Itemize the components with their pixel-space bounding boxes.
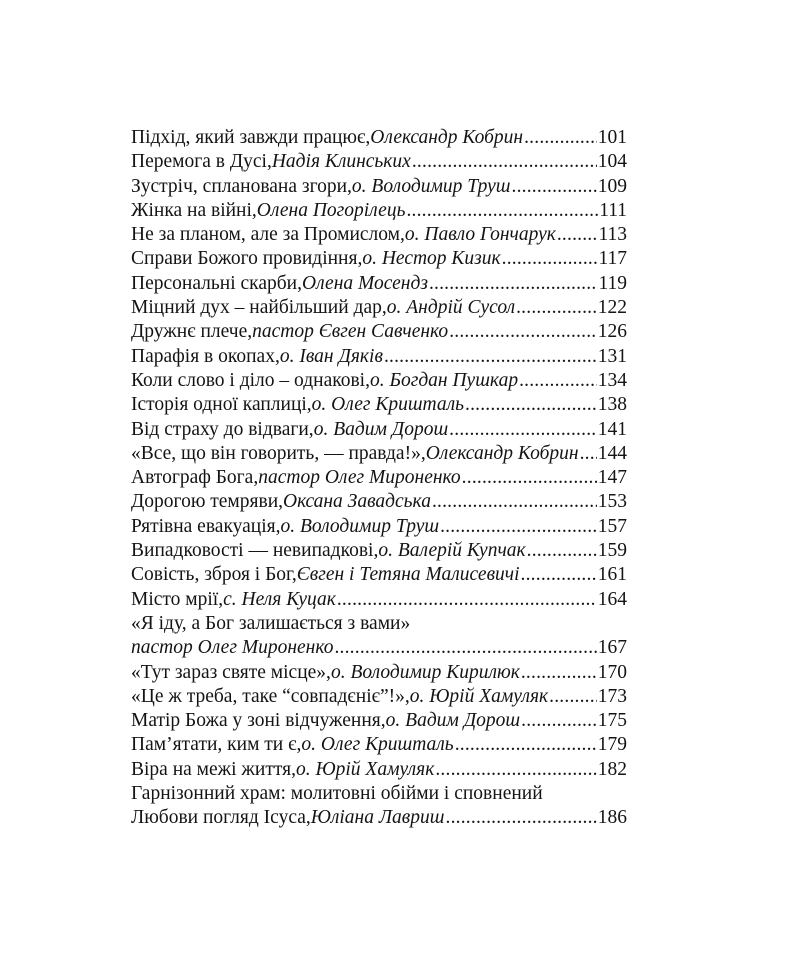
toc-entry-page-number: 161 — [597, 564, 627, 586]
toc-entry-title: «Я іду, а Бог залишається з вами» — [131, 612, 411, 634]
toc-entry — [131, 806, 627, 830]
toc-entry-author: о. Нестор Кизик — [362, 248, 501, 270]
toc-entry-author: о. Андрій Сусол — [386, 297, 516, 319]
toc-entry-author: с. Неля Куцак — [223, 588, 336, 610]
toc-entry-title: Парафія в окопах, — [131, 345, 280, 367]
toc-entry-title: Перемога в Дусі, — [131, 151, 272, 173]
dot-leader — [334, 636, 596, 660]
toc-entry-page-number: 170 — [597, 661, 627, 683]
toc-entry-title-line — [131, 612, 627, 636]
toc-entry-author: о. Олег Кришталь — [311, 394, 464, 416]
toc-entry-author: о. Іван Дяків — [279, 345, 383, 367]
toc-entry-author: о. Богдан Пушкар — [369, 369, 519, 391]
dot-leader — [455, 733, 597, 757]
toc-entry-page-number: 138 — [597, 394, 627, 416]
toc-entry-page-number: 157 — [597, 515, 627, 537]
dot-leader — [465, 393, 597, 417]
toc-entry-page-number: 113 — [598, 224, 627, 246]
toc-entry-title: Матір Божа у зоні відчуження, — [131, 710, 386, 732]
toc-entry — [131, 345, 627, 369]
toc-entry-author: о. Вадим Дорош — [385, 710, 521, 732]
toc-entry-author: о. Юрій Хамуляк — [295, 758, 435, 780]
toc-entry-page-number: 175 — [597, 710, 627, 732]
toc-entry-title: Дорогою темряви, — [131, 491, 284, 513]
toc-entry-author: Оксана Завадська — [283, 491, 431, 513]
toc-entry — [131, 661, 627, 685]
toc-entry-title: «Це ж треба, таке “совпадєніє”!», — [131, 685, 410, 707]
toc-entry-page-number: 182 — [597, 758, 627, 780]
toc-entry-author: пастор Євген Савченко — [252, 321, 449, 343]
toc-entry-title: Персональні скарби, — [131, 272, 302, 294]
dot-leader — [502, 247, 598, 271]
dot-leader — [519, 369, 597, 393]
toc-entry-page-number: 126 — [597, 321, 627, 343]
dot-leader — [337, 588, 597, 612]
dot-leader — [432, 490, 597, 514]
dot-leader — [524, 126, 597, 150]
toc-entry-page-number: 109 — [597, 175, 627, 197]
toc-entry-title: Автограф Бога, — [131, 467, 259, 489]
toc-entry — [131, 490, 627, 514]
toc-entry-title: Випадковості — невипадкові, — [131, 540, 379, 562]
toc-entry — [131, 588, 627, 612]
toc-entry-author: о. Павло Гончарук — [404, 224, 556, 246]
toc-entry — [131, 296, 627, 320]
toc-entry-title: «Тут зараз святе місце», — [131, 661, 331, 683]
toc-entry-page-number: 173 — [597, 685, 627, 707]
toc-entry — [131, 418, 627, 442]
dot-leader — [429, 272, 598, 296]
toc-entry-page-number: 153 — [597, 491, 627, 513]
toc-entry-page-number: 101 — [597, 127, 627, 148]
dot-leader — [446, 806, 597, 830]
dot-leader — [412, 150, 597, 174]
dot-leader — [549, 685, 597, 709]
toc-entry-title: Справи Божого провидіння, — [131, 248, 363, 270]
toc-entry-page-number: 111 — [599, 199, 627, 221]
table-of-contents — [131, 126, 627, 831]
toc-entry-title: Від страху до відваги, — [131, 418, 314, 440]
toc-entry — [131, 539, 627, 563]
toc-entry-title: Підхід, який завжди працює, — [131, 127, 371, 148]
toc-entry — [131, 466, 627, 490]
toc-entry — [131, 733, 627, 757]
dot-leader — [521, 709, 597, 733]
toc-entry-title: Не за планом, але за Промислом, — [131, 224, 405, 246]
toc-entry — [131, 758, 627, 782]
toc-entry-author: о. Володимир Труш — [280, 515, 440, 537]
toc-entry-page-number: 134 — [597, 369, 627, 391]
toc-entry — [131, 223, 627, 247]
toc-entry — [131, 369, 627, 393]
toc-entry-author: Юліана Лавриш — [310, 807, 445, 829]
dot-leader — [521, 661, 597, 685]
toc-entry — [131, 563, 627, 587]
toc-entry-title: Місто мрії, — [131, 588, 224, 610]
toc-entry-page-number: 186 — [597, 807, 627, 829]
toc-entry-author: пастор Олег Мироненко — [131, 637, 334, 659]
toc-entry-author: о. Олег Кришталь — [301, 734, 454, 756]
toc-entry-page-number: 122 — [597, 297, 627, 319]
dot-leader — [449, 320, 597, 344]
toc-entry-page-number: 159 — [597, 540, 627, 562]
toc-entry-page-number: 179 — [597, 734, 627, 756]
toc-entry-title: Любови погляд Ісуса, — [131, 807, 311, 829]
toc-entry-title: Совість, зброя і Бог, — [131, 564, 297, 586]
toc-entry-title: Історія одної каплиці, — [131, 394, 312, 416]
toc-entry-title: Дружнє плече, — [131, 321, 253, 343]
toc-entry-title: Віра на межі життя, — [131, 758, 296, 780]
toc-entry-title: Зустріч, спланована згори, — [131, 175, 352, 197]
toc-entry-title: Коли слово і діло – однакові, — [131, 369, 370, 391]
toc-entry-title: Рятівна евакуація, — [131, 515, 281, 537]
dot-leader — [406, 199, 598, 223]
dot-leader — [557, 223, 598, 247]
toc-entry — [131, 442, 627, 466]
toc-entry — [131, 126, 627, 150]
dot-leader — [435, 758, 596, 782]
toc-entry-author: Євген і Тетяна Малисевичі — [296, 564, 520, 586]
toc-entry-page-number: 147 — [597, 467, 627, 489]
toc-entry-page-number: 119 — [598, 272, 627, 294]
toc-entry — [131, 247, 627, 271]
toc-entry-page-number: 131 — [597, 345, 627, 367]
dot-leader — [384, 345, 597, 369]
toc-entry-author: Надія Клинських — [271, 151, 411, 173]
toc-entry-author: о. Володимир Труш — [351, 175, 511, 197]
toc-entry — [131, 636, 627, 660]
dot-leader — [521, 563, 597, 587]
toc-entry-page-number: 144 — [597, 442, 627, 464]
dot-leader — [516, 296, 597, 320]
dot-leader — [440, 515, 597, 539]
toc-entry — [131, 685, 627, 709]
toc-entry-title: Міцний дух – найбільший дар, — [131, 297, 387, 319]
toc-entry-title: Гарнізонний храм: молитовні обійми і сповнений — [131, 783, 543, 805]
dot-leader — [580, 442, 597, 466]
toc-entry-page-number: 167 — [597, 637, 627, 659]
toc-entry — [131, 150, 627, 174]
toc-entry-page-number: 141 — [597, 418, 627, 440]
toc-entry-author: о. Вадим Дорош — [313, 418, 449, 440]
toc-entry-author: Олена Погорілець — [256, 199, 406, 221]
dot-leader — [449, 418, 597, 442]
toc-entry-author: Олександр Кобрин — [425, 442, 579, 464]
toc-entry — [131, 272, 627, 296]
toc-entry-title: «Все, що він говорить, — правда!», — [131, 442, 426, 464]
toc-entry — [131, 709, 627, 733]
dot-leader — [527, 539, 597, 563]
toc-entry-title: Жінка на війні, — [131, 199, 257, 221]
toc-entry-author: о. Валерій Купчак — [378, 540, 526, 562]
toc-entry-author: о. Юрій Хамуляк — [409, 685, 549, 707]
toc-entry-title-line — [131, 782, 627, 806]
dot-leader — [512, 175, 597, 199]
toc-entry — [131, 515, 627, 539]
toc-entry-page-number: 164 — [597, 588, 627, 610]
toc-entry-author: Олександр Кобрин — [370, 127, 524, 148]
toc-entry-page-number: 117 — [598, 248, 627, 270]
toc-entry — [131, 175, 627, 199]
dot-leader — [462, 466, 597, 490]
toc-entry-author: пастор Олег Мироненко — [258, 467, 461, 489]
toc-entry-title: Пам’ятати, ким ти є, — [131, 734, 302, 756]
toc-entry-author: Олена Мосендз — [301, 272, 428, 294]
toc-entry — [131, 320, 627, 344]
toc-entry — [131, 199, 627, 223]
toc-entry — [131, 393, 627, 417]
toc-entry-page-number: 104 — [597, 151, 627, 173]
toc-entry-author: о. Володимир Кирилюк — [330, 661, 520, 683]
